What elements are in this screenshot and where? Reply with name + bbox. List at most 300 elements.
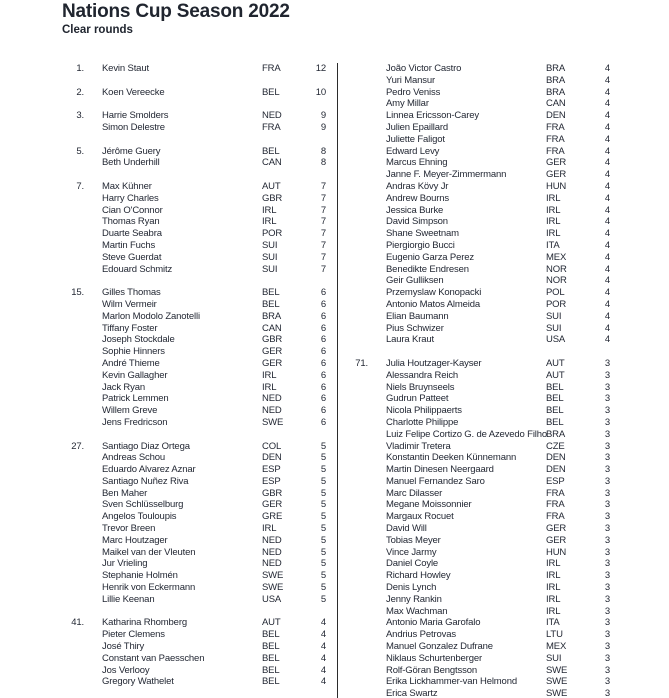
rider-name: Trevor Breen xyxy=(102,523,156,535)
clear-rounds-count: 9 xyxy=(320,110,326,122)
rider-name: Manuel Fernandez Saro xyxy=(386,475,485,487)
rank-group xyxy=(54,110,326,134)
country-code: IRL xyxy=(546,204,561,216)
clear-rounds-count: 6 xyxy=(320,357,326,369)
rank-number xyxy=(54,205,84,217)
clear-rounds-count: 10 xyxy=(315,86,326,98)
country-code: SUI xyxy=(546,322,562,334)
rider-name: David Will xyxy=(386,523,427,535)
page-title: Nations Cup Season 2022 xyxy=(62,1,290,22)
standings-row xyxy=(338,499,610,511)
clear-rounds-count: 3 xyxy=(604,641,610,653)
rider-name: Pius Schwizer xyxy=(386,322,444,334)
country-code: GER xyxy=(262,357,283,369)
rank-number xyxy=(54,370,84,382)
clear-rounds-count: 3 xyxy=(604,452,610,464)
standings-row xyxy=(338,452,610,464)
clear-rounds-count: 4 xyxy=(604,251,610,263)
country-code: SUI xyxy=(546,310,562,322)
clear-rounds-count: 3 xyxy=(604,416,610,428)
rank-number xyxy=(338,75,368,87)
rider-name: Jur Vrieling xyxy=(102,558,148,570)
standings-row xyxy=(338,275,610,287)
rank-number: 15. xyxy=(71,287,84,299)
rank-number xyxy=(338,134,368,146)
country-code: HUN xyxy=(546,546,567,558)
country-code: USA xyxy=(546,334,566,346)
country-code: SWE xyxy=(546,664,568,676)
rider-name: Jessica Burke xyxy=(386,204,444,216)
rank-group xyxy=(54,146,326,170)
rider-name: Marc Houtzager xyxy=(102,534,168,546)
standings-row xyxy=(338,523,610,535)
standings-row xyxy=(54,617,326,629)
standings-row xyxy=(54,441,326,453)
standings-row xyxy=(54,629,326,641)
rank-number xyxy=(338,370,368,382)
rank-number xyxy=(338,582,368,594)
clear-rounds-count: 3 xyxy=(604,499,610,511)
clear-rounds-count: 4 xyxy=(320,629,326,641)
clear-rounds-count: 4 xyxy=(320,652,326,664)
standings-row xyxy=(338,629,610,641)
clear-rounds-count: 3 xyxy=(604,428,610,440)
rider-name: Max Wachman xyxy=(386,605,448,617)
rider-name: Linnea Ericsson-Carey xyxy=(386,110,479,122)
clear-rounds-count: 4 xyxy=(604,275,610,287)
standings-row xyxy=(338,63,610,75)
rank-number xyxy=(54,393,84,405)
standings-row xyxy=(338,511,610,523)
rider-name: Richard Howley xyxy=(386,570,451,582)
rank-group xyxy=(54,287,326,429)
rank-number xyxy=(338,252,368,264)
rank-number xyxy=(54,346,84,358)
rider-name: Andrius Petrovas xyxy=(386,629,456,641)
standings-row xyxy=(338,228,610,240)
rank-number xyxy=(338,641,368,653)
page-header xyxy=(0,0,669,36)
country-code: AUT xyxy=(262,617,281,629)
clear-rounds-count: 7 xyxy=(320,180,326,192)
rank-number xyxy=(54,582,84,594)
country-code: SWE xyxy=(262,570,284,582)
country-code: FRA xyxy=(546,145,565,157)
standings-row xyxy=(338,665,610,677)
rank-number xyxy=(54,558,84,570)
page-subtitle: Clear rounds xyxy=(62,24,133,36)
country-code: ESP xyxy=(262,475,281,487)
country-code: IRL xyxy=(546,192,561,204)
clear-rounds-count: 6 xyxy=(320,346,326,358)
rank-number xyxy=(338,488,368,500)
standings-row xyxy=(54,287,326,299)
clear-rounds-count: 6 xyxy=(320,381,326,393)
standings-row xyxy=(54,252,326,264)
rank-number xyxy=(54,405,84,417)
rider-name: Niklaus Schurtenberger xyxy=(386,652,482,664)
rider-name: Kevin Gallagher xyxy=(102,369,168,381)
rider-name: Gudrun Patteet xyxy=(386,393,449,405)
country-code: SWE xyxy=(262,582,284,594)
country-code: IRL xyxy=(262,369,277,381)
rank-number xyxy=(54,299,84,311)
rank-number xyxy=(54,216,84,228)
standings-row xyxy=(338,535,610,547)
rank-number xyxy=(338,617,368,629)
rank-number xyxy=(338,452,368,464)
rank-number xyxy=(54,358,84,370)
standings-row xyxy=(54,405,326,417)
clear-rounds-count: 4 xyxy=(604,86,610,98)
country-code: IRL xyxy=(546,216,561,228)
rider-name: Marcus Ehning xyxy=(386,157,448,169)
standings-row xyxy=(338,641,610,653)
standings-row xyxy=(54,264,326,276)
country-code: NED xyxy=(262,558,282,570)
rank-number xyxy=(338,157,368,169)
clear-rounds-count: 8 xyxy=(320,145,326,157)
clear-rounds-count: 3 xyxy=(604,464,610,476)
rank-number xyxy=(338,429,368,441)
standings-row xyxy=(338,216,610,228)
country-code: DEN xyxy=(546,452,566,464)
rank-number xyxy=(338,122,368,134)
rider-name: Thomas Ryan xyxy=(102,216,160,228)
rider-name: Elian Baumann xyxy=(386,310,449,322)
country-code: AUT xyxy=(546,357,565,369)
clear-rounds-count: 3 xyxy=(604,381,610,393)
rider-name: Edward Levy xyxy=(386,145,440,157)
rider-name: Ben Maher xyxy=(102,487,148,499)
standings-row xyxy=(338,98,610,110)
clear-rounds-count: 3 xyxy=(604,605,610,617)
rank-number: 1. xyxy=(76,63,84,74)
country-code: IRL xyxy=(262,523,277,535)
rider-name: Willem Greve xyxy=(102,405,158,417)
rider-name: Niels Bruynseels xyxy=(386,381,455,393)
rank-number: 7. xyxy=(76,180,84,192)
clear-rounds-count: 6 xyxy=(320,405,326,417)
country-code: GER xyxy=(546,157,567,169)
rank-number xyxy=(338,499,368,511)
rank-number xyxy=(54,417,84,429)
standings-row xyxy=(54,653,326,665)
clear-rounds-count: 4 xyxy=(604,228,610,240)
clear-rounds-count: 4 xyxy=(320,664,326,676)
country-code: IRL xyxy=(546,570,561,582)
rider-name: Marc Dilasser xyxy=(386,487,443,499)
country-code: DEN xyxy=(546,464,566,476)
rider-name: Daniel Coyle xyxy=(386,558,439,570)
country-code: ITA xyxy=(546,617,560,629)
rider-name: Martin Dinesen Neergaard xyxy=(386,464,494,476)
country-code: FRA xyxy=(546,487,565,499)
standings-row xyxy=(54,157,326,169)
rank-number xyxy=(338,606,368,618)
standings-row xyxy=(54,181,326,193)
country-code: SWE xyxy=(546,688,568,698)
rank-number xyxy=(338,275,368,287)
clear-rounds-count: 6 xyxy=(320,416,326,428)
country-code: HUN xyxy=(546,180,567,192)
country-code: BRA xyxy=(546,428,566,440)
rank-number xyxy=(54,641,84,653)
rider-name: Martin Fuchs xyxy=(102,239,156,251)
clear-rounds-count: 6 xyxy=(320,334,326,346)
country-code: IRL xyxy=(262,204,277,216)
rank-number xyxy=(338,311,368,323)
rank-number xyxy=(338,653,368,665)
rank-number xyxy=(54,499,84,511)
rider-name: Marlon Modolo Zanotelli xyxy=(102,310,200,322)
country-code: NED xyxy=(262,546,282,558)
clear-rounds-count: 5 xyxy=(320,499,326,511)
clear-rounds-count: 5 xyxy=(320,511,326,523)
country-code: FRA xyxy=(262,121,281,133)
clear-rounds-count: 4 xyxy=(604,74,610,86)
standings-row xyxy=(54,535,326,547)
rank-group xyxy=(54,87,326,99)
rider-name: Wilm Vermeir xyxy=(102,298,157,310)
rank-number xyxy=(54,464,84,476)
standings-row xyxy=(54,370,326,382)
country-code: BEL xyxy=(262,86,280,98)
rider-name: João Victor Castro xyxy=(386,63,462,74)
country-code: DEN xyxy=(546,110,566,122)
clear-rounds-count: 9 xyxy=(320,121,326,133)
clear-rounds-count: 5 xyxy=(320,452,326,464)
country-code: GER xyxy=(546,169,567,181)
standings-row xyxy=(338,464,610,476)
rider-name: Julien Epaillard xyxy=(386,121,449,133)
standings-row xyxy=(54,146,326,158)
standings-row xyxy=(54,476,326,488)
standings-row xyxy=(338,393,610,405)
rank-number: 41. xyxy=(71,617,84,629)
standings-row xyxy=(338,264,610,276)
standings-row xyxy=(338,429,610,441)
standings-row xyxy=(338,252,610,264)
country-code: CAN xyxy=(546,98,566,110)
country-code: IRL xyxy=(546,593,561,605)
standings-row xyxy=(338,311,610,323)
country-code: NED xyxy=(262,110,282,122)
standings-row xyxy=(54,110,326,122)
standings-row xyxy=(54,558,326,570)
standings-row xyxy=(338,334,610,346)
rider-name: Pedro Veniss xyxy=(386,86,441,98)
clear-rounds-count: 3 xyxy=(604,664,610,676)
rank-number xyxy=(338,665,368,677)
standings-row xyxy=(54,676,326,688)
rank-number xyxy=(338,334,368,346)
standings-row xyxy=(338,676,610,688)
clear-rounds-count: 8 xyxy=(320,157,326,169)
rank-group xyxy=(54,441,326,606)
rider-name: Antonio Matos Almeida xyxy=(386,298,481,310)
country-code: NOR xyxy=(546,275,567,287)
country-code: DEN xyxy=(262,452,282,464)
standings-row xyxy=(338,594,610,606)
rank-number xyxy=(54,228,84,240)
clear-rounds-count: 4 xyxy=(604,239,610,251)
country-code: CZE xyxy=(546,440,565,452)
rank-number xyxy=(338,476,368,488)
clear-rounds-count: 5 xyxy=(320,546,326,558)
rank-number xyxy=(54,122,84,134)
rider-name: Andrew Bourns xyxy=(386,192,450,204)
clear-rounds-count: 3 xyxy=(604,523,610,535)
rider-name: Tiffany Foster xyxy=(102,322,158,334)
country-code: FRA xyxy=(546,499,565,511)
rider-name: Jos Verlooy xyxy=(102,664,150,676)
rider-name: Yuri Mansur xyxy=(386,74,436,86)
rank-number xyxy=(338,240,368,252)
country-code: AUT xyxy=(262,180,281,192)
clear-rounds-count: 3 xyxy=(604,688,610,698)
country-code: BEL xyxy=(546,416,564,428)
standings-row xyxy=(338,417,610,429)
clear-rounds-count: 7 xyxy=(320,239,326,251)
country-code: CAN xyxy=(262,322,282,334)
rider-name: Jérôme Guery xyxy=(102,145,161,157)
country-code: BEL xyxy=(546,381,564,393)
clear-rounds-count: 3 xyxy=(604,405,610,417)
rank-number xyxy=(54,382,84,394)
rider-name: Steve Guerdat xyxy=(102,251,162,263)
rider-name: Santiago Diaz Ortega xyxy=(102,440,190,452)
country-code: IRL xyxy=(262,216,277,228)
rank-number xyxy=(338,98,368,110)
standings-row xyxy=(54,299,326,311)
rank-number xyxy=(54,193,84,205)
standings-column-right xyxy=(337,63,610,698)
clear-rounds-count: 5 xyxy=(320,558,326,570)
clear-rounds-count: 4 xyxy=(604,133,610,145)
clear-rounds-count: 4 xyxy=(604,334,610,346)
rider-name: Gilles Thomas xyxy=(102,287,161,299)
rider-name: Piergiorgio Bucci xyxy=(386,239,455,251)
rider-name: Vince Jarmy xyxy=(386,546,437,558)
standings-row xyxy=(338,606,610,618)
rank-number: 2. xyxy=(76,86,84,98)
standings-row xyxy=(338,358,610,370)
rank-number: 71. xyxy=(355,357,368,369)
standings-row xyxy=(54,63,326,75)
country-code: BEL xyxy=(262,641,280,653)
rider-name: Nicola Philippaerts xyxy=(386,405,462,417)
standings-row xyxy=(338,476,610,488)
country-code: SUI xyxy=(262,251,278,263)
clear-rounds-count: 3 xyxy=(604,570,610,582)
standings-row xyxy=(54,382,326,394)
clear-rounds-count: 3 xyxy=(604,357,610,369)
rank-number xyxy=(338,169,368,181)
standings-row xyxy=(338,146,610,158)
country-code: IRL xyxy=(546,605,561,617)
rider-name: Edouard Schmitz xyxy=(102,263,173,275)
clear-rounds-count: 5 xyxy=(320,593,326,605)
standings-row xyxy=(54,641,326,653)
standings-row xyxy=(338,240,610,252)
country-code: POR xyxy=(262,228,283,240)
standings-row xyxy=(338,299,610,311)
clear-rounds-count: 4 xyxy=(604,204,610,216)
clear-rounds-count: 4 xyxy=(320,676,326,688)
clear-rounds-count: 7 xyxy=(320,228,326,240)
standings-row xyxy=(54,665,326,677)
country-code: BRA xyxy=(262,310,282,322)
country-code: SUI xyxy=(546,652,562,664)
clear-rounds-count: 3 xyxy=(604,440,610,452)
clear-rounds-count: 4 xyxy=(604,310,610,322)
rank-number xyxy=(338,146,368,158)
standings-columns xyxy=(54,63,669,698)
clear-rounds-count: 3 xyxy=(604,534,610,546)
standings-row xyxy=(54,205,326,217)
standings-row xyxy=(338,570,610,582)
standings-row xyxy=(54,216,326,228)
rank-number xyxy=(54,629,84,641)
rank-number xyxy=(338,688,368,698)
country-code: GBR xyxy=(262,487,283,499)
country-code: BEL xyxy=(262,629,280,641)
clear-rounds-count: 4 xyxy=(604,180,610,192)
standings-row xyxy=(338,181,610,193)
rider-name: Sophie Hinners xyxy=(102,346,165,358)
rank-number xyxy=(338,405,368,417)
clear-rounds-count: 7 xyxy=(320,251,326,263)
country-code: GER xyxy=(262,346,283,358)
rider-name: Janne F. Meyer-Zimmermann xyxy=(386,169,507,181)
clear-rounds-count: 6 xyxy=(320,298,326,310)
standings-row xyxy=(54,582,326,594)
country-code: BRA xyxy=(546,86,566,98)
country-code: FRA xyxy=(546,133,565,145)
country-code: BEL xyxy=(262,145,280,157)
rider-name: Kevin Staut xyxy=(102,63,149,74)
clear-rounds-count: 3 xyxy=(604,593,610,605)
clear-rounds-count: 3 xyxy=(604,546,610,558)
country-code: NED xyxy=(262,393,282,405)
rider-name: Konstantin Deeken Künnemann xyxy=(386,452,517,464)
country-code: IRL xyxy=(262,381,277,393)
rank-number xyxy=(338,535,368,547)
clear-rounds-count: 4 xyxy=(604,287,610,299)
standings-row xyxy=(338,582,610,594)
country-code: ESP xyxy=(546,475,565,487)
country-code: POR xyxy=(546,298,567,310)
standings-row xyxy=(54,334,326,346)
country-code: BEL xyxy=(262,287,280,299)
country-code: BEL xyxy=(262,298,280,310)
country-code: SWE xyxy=(262,416,284,428)
clear-rounds-count: 3 xyxy=(604,652,610,664)
country-code: BEL xyxy=(262,652,280,664)
clear-rounds-count: 4 xyxy=(604,322,610,334)
clear-rounds-count: 4 xyxy=(604,110,610,122)
rider-name: Gregory Wathelet xyxy=(102,676,174,688)
rider-name: Andras Kövy Jr xyxy=(386,180,449,192)
rank-number xyxy=(338,323,368,335)
standings-row xyxy=(338,382,610,394)
rank-number xyxy=(54,240,84,252)
standings-row xyxy=(338,653,610,665)
standings-row xyxy=(338,323,610,335)
standings-row xyxy=(338,370,610,382)
rider-name: Angelos Touloupis xyxy=(102,511,177,523)
